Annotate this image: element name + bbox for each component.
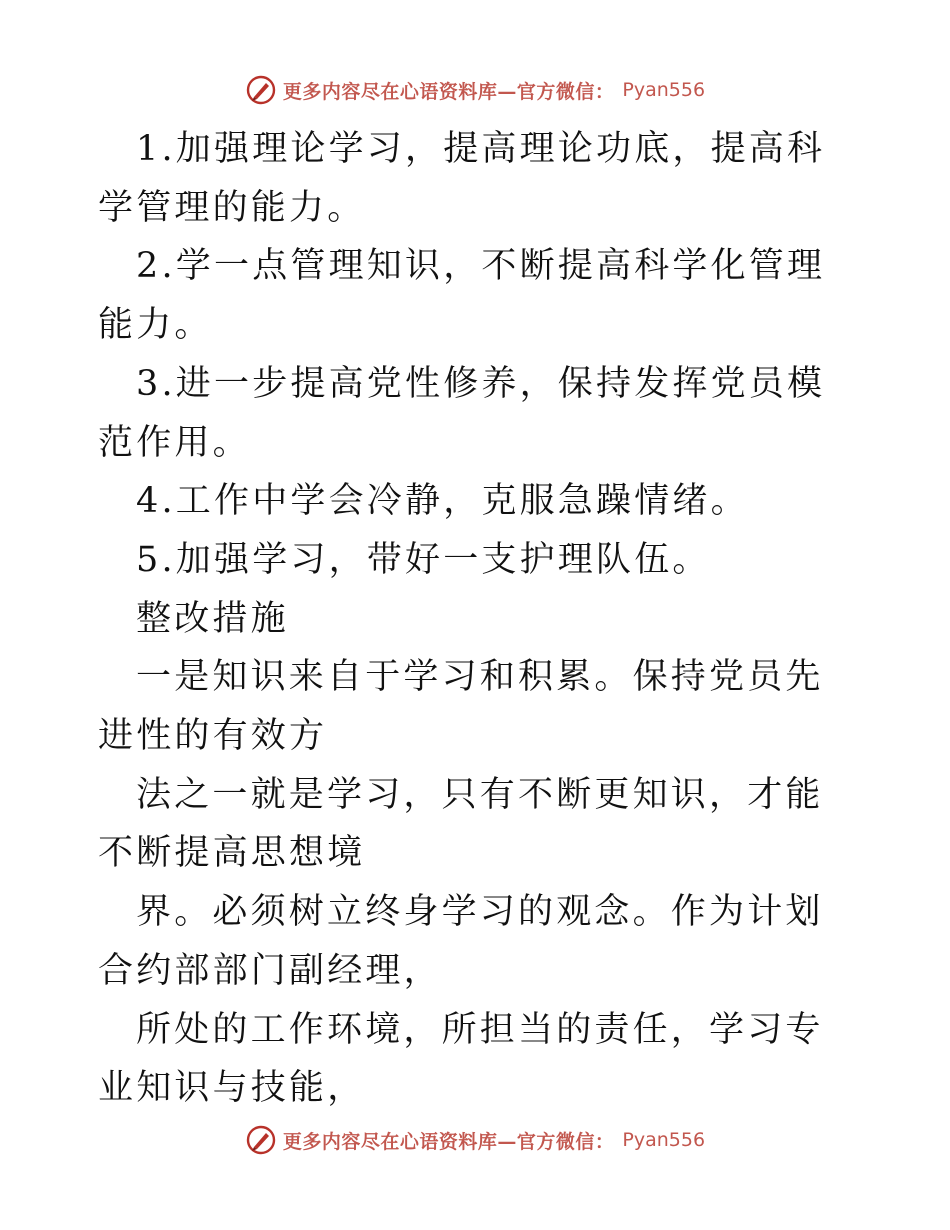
footer-banner-handle: Pyan556 <box>622 1129 706 1151</box>
paragraph-9: 所处的工作环境，所担当的责任，学习专业知识与技能， <box>98 1009 824 1109</box>
paragraph-7: 法之一就是学习，只有不断更知识，才能不断提高思想境 <box>98 774 824 874</box>
footer-banner <box>0 1120 950 1160</box>
banner-handle: Pyan556 <box>622 79 706 101</box>
paragraph-3: 3.进一步提高党性修养，保持发挥党员模范作用。 <box>98 363 826 463</box>
header-banner-content <box>245 74 705 106</box>
banner-text: 更多内容尽在心语资料库—官方微信： <box>282 80 615 103</box>
paragraph-1: 1.加强理论学习，提高理论功底，提高科学管理的能力。 <box>98 129 826 228</box>
header-banner <box>0 70 950 110</box>
pen-circle-logo-icon <box>245 74 277 106</box>
paragraph-2: 2.学一点管理知识，不断提高科学化管理能力。 <box>98 246 826 346</box>
paragraph-8: 界。必须树立终身学习的观念。作为计划合约部部门副经理， <box>98 892 824 991</box>
document-body <box>98 120 858 1118</box>
paragraph-6: 一是知识来自于学习和积累。保持党员先进性的有效方 <box>98 657 824 757</box>
paragraph-5: 5.加强学习，带好一支护理队伍。 <box>136 539 711 580</box>
section-heading: 整改措施 <box>136 598 289 639</box>
footer-banner-content <box>245 1124 705 1156</box>
paragraph-4: 4.工作中学会冷静，克服急躁情绪。 <box>136 481 749 522</box>
footer-banner-text: 更多内容尽在心语资料库—官方微信： <box>282 1130 615 1153</box>
pen-circle-logo-icon <box>245 1124 277 1156</box>
